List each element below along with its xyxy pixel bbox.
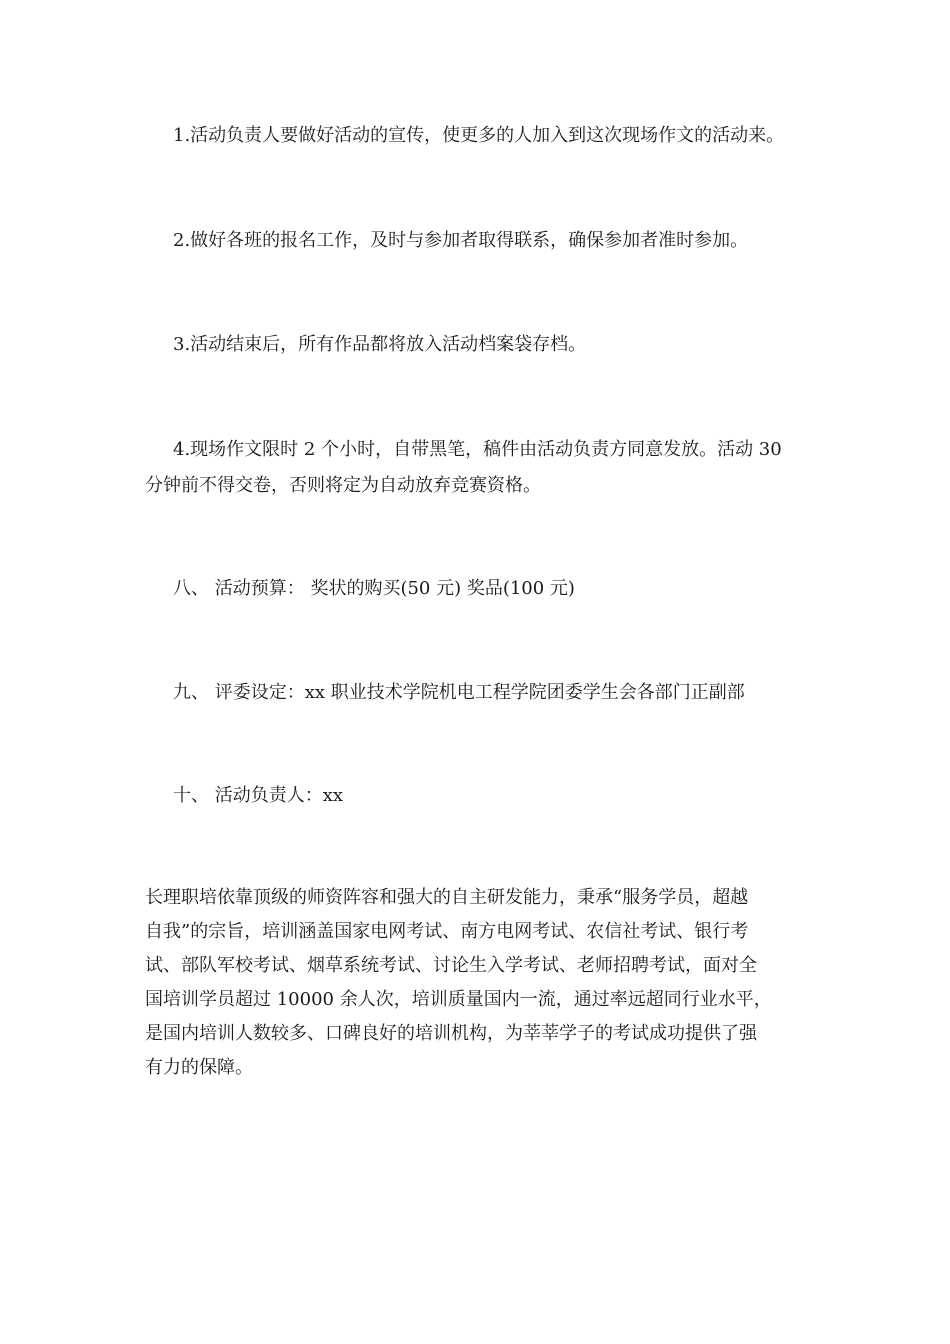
footer-line-2: 自我”的宗旨，培训涵盖国家电网考试、南方电网考试、农信社考试、银行考 xyxy=(145,921,749,942)
list-item-4-line-1: 4.现场作文限时 2 个小时，自带黑笔，稿件由活动负责方同意发放。活动 30 xyxy=(173,439,782,460)
section-judges: 九、 评委设定：xx 职业技术学院机电工程学院团委学生会各部门正副部 xyxy=(173,682,745,703)
footer-line-1: 长理职培依靠顶级的师资阵容和强大的自主研发能力，秉承“服务学员，超越 xyxy=(145,887,749,908)
footer-line-3: 试、部队军校考试、烟草系统考试、讨论生入学考试、老师招聘考试，面对全 xyxy=(145,955,757,976)
list-item-4-line-2: 分钟前不得交卷，否则将定为自动放弃竞赛资格。 xyxy=(145,475,541,496)
section-person-in-charge: 十、 活动负责人：xx xyxy=(173,785,344,806)
list-item-3: 3.活动结束后，所有作品都将放入活动档案袋存档。 xyxy=(173,334,587,355)
footer-line-5: 是国内培训人数较多、口碑良好的培训机构，为莘莘学子的考试成功提供了强 xyxy=(145,1023,757,1044)
section-budget: 八、 活动预算： 奖状的购买(50 元) 奖品(100 元) xyxy=(173,578,575,599)
footer-paragraph xyxy=(145,881,825,1085)
list-item-2: 2.做好各班的报名工作，及时与参加者取得联系，确保参加者准时参加。 xyxy=(173,230,749,251)
footer-line-4: 国培训学员超过 10000 余人次，培训质量国内一流，通过率远超同行业水平， xyxy=(145,989,772,1010)
list-item-1: 1.活动负责人要做好活动的宣传，使更多的人加入到这次现场作文的活动来。 xyxy=(173,125,785,146)
footer-line-6: 有力的保障。 xyxy=(145,1057,253,1078)
